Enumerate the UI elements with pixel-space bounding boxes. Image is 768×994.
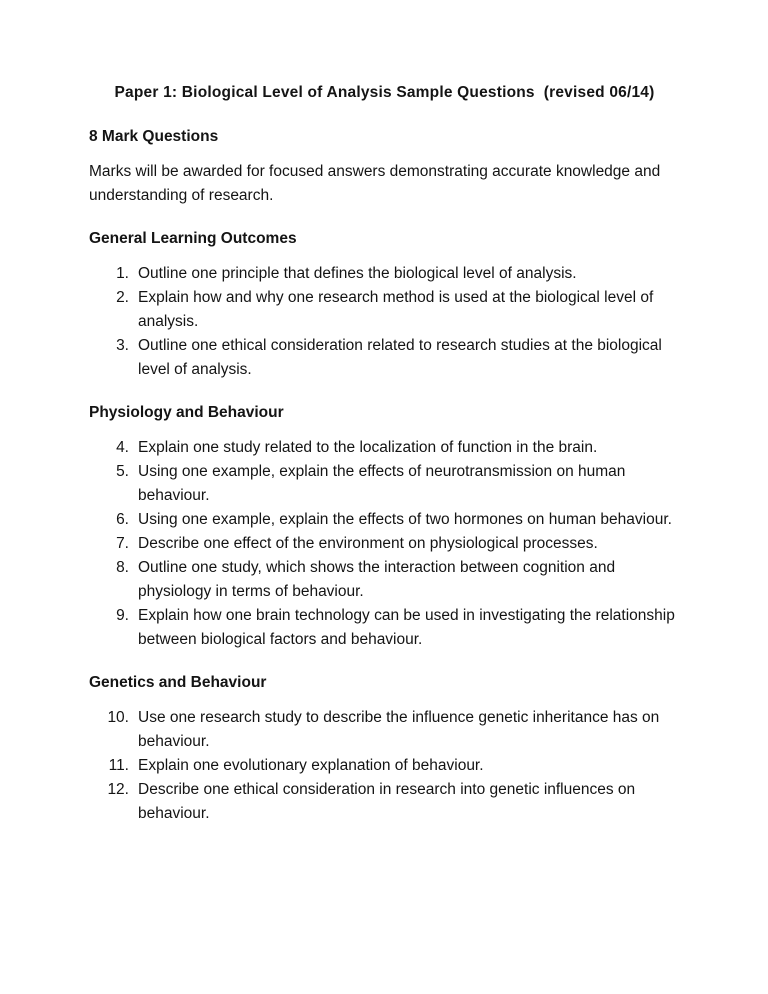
intro-paragraph: Marks will be awarded for focused answers demonstrating accurate knowledge and understanding of research. (89, 163, 661, 205)
document-title: Paper 1: Biological Level of Analysis Sample Questions (revised 06/14) (114, 84, 655, 101)
item-text: Outline one study, which shows the interaction between cognition and physiology in terms of behaviour. (138, 559, 616, 601)
item-number: 8. (116, 559, 129, 577)
item-text: Explain how one brain technology can be used in investigating the relationship between biological factors and behaviour. (138, 607, 675, 649)
list-item (103, 556, 680, 604)
heading-8-mark-questions: 8 Mark Questions (89, 128, 219, 145)
item-number: 3. (116, 337, 129, 355)
list-item (103, 262, 680, 286)
list-item (103, 706, 680, 754)
item-text: Outline one principle that defines the biological level of analysis. (138, 265, 577, 283)
item-number: 4. (116, 439, 129, 457)
question-list-general (89, 262, 680, 382)
list-item (103, 334, 680, 382)
item-number: 1. (116, 265, 129, 283)
list-item (103, 604, 680, 652)
item-number: 9. (116, 607, 129, 625)
item-number: 10. (107, 709, 129, 727)
item-text: Using one example, explain the effects of neurotransmission on human behaviour. (138, 463, 626, 505)
item-number: 12. (107, 781, 129, 799)
item-number: 11. (108, 757, 129, 775)
item-text: Explain how and why one research method is used at the biological level of analysis. (138, 289, 654, 331)
list-item (103, 508, 680, 532)
item-number: 2. (116, 289, 129, 307)
heading-physiology-and-behaviour: Physiology and Behaviour (89, 404, 284, 422)
item-text: Describe one effect of the environment on physiological processes. (138, 535, 598, 553)
item-number: 7. (116, 535, 129, 553)
item-number: 6. (116, 511, 129, 529)
item-text: Explain one study related to the localization of function in the brain. (138, 439, 598, 457)
heading-general-learning-outcomes: General Learning Outcomes (89, 230, 297, 248)
item-text: Describe one ethical consideration in research into genetic influences on behaviour. (138, 781, 636, 823)
item-text: Outline one ethical consideration related to research studies at the biological level of analysis. (138, 337, 662, 379)
list-item (103, 460, 680, 508)
question-list-genetics (89, 706, 680, 826)
item-text: Explain one evolutionary explanation of behaviour. (138, 757, 484, 775)
list-item (103, 778, 680, 826)
item-text: Use one research study to describe the influence genetic inheritance has on behaviour. (138, 709, 660, 751)
item-number: 5. (116, 463, 129, 481)
heading-genetics-and-behaviour: Genetics and Behaviour (89, 674, 267, 692)
list-item (103, 436, 680, 460)
list-item (103, 286, 680, 334)
list-item (103, 754, 680, 778)
question-list-physiology (89, 436, 680, 652)
item-text: Using one example, explain the effects of two hormones on human behaviour. (138, 511, 672, 529)
list-item (103, 532, 680, 556)
